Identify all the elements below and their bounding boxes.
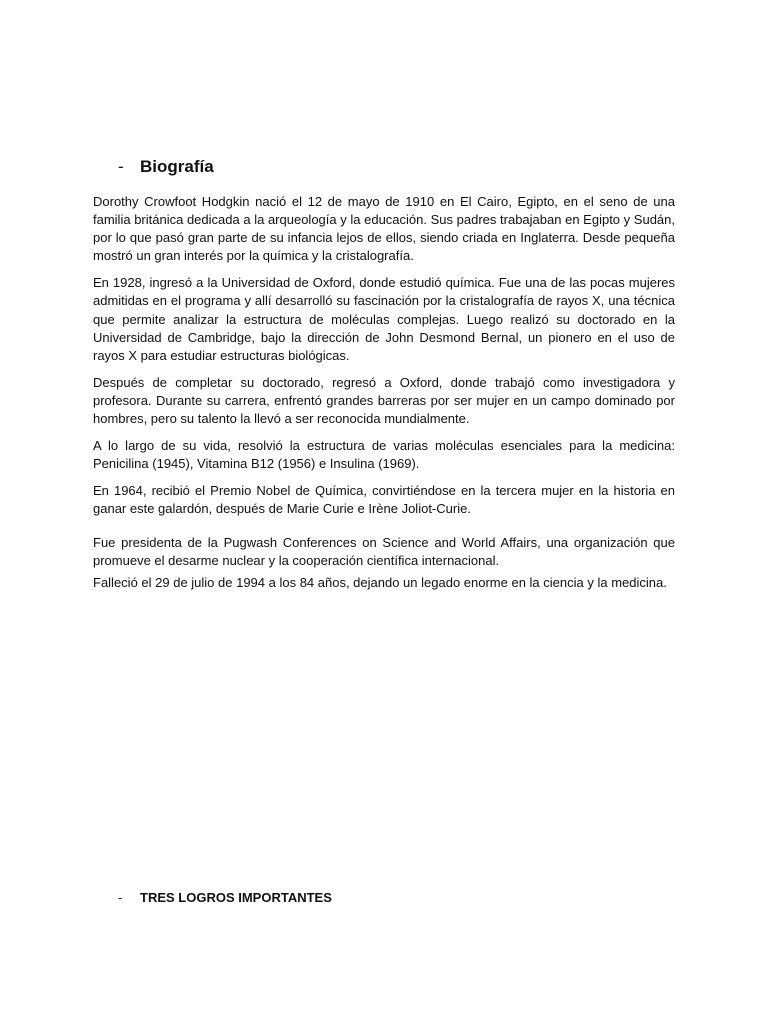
paragraph-molecules: A lo largo de su vida, resolvió la estructura de varias moléculas esenciales para la medicina: Penicilina (1945), Vitamina B12 (1956) e Insulina (1969). <box>93 438 675 472</box>
paragraph-education: En 1928, ingresó a la Universidad de Oxford, donde estudió química. Fue una de las pocas mujeres admitidas en el programa y allí desarrolló su fascinación por la cristalografía de rayos X, una técnica que permite analizar la estructura de moléculas complejas. Luego realizó su doctorado en la Universidad de Cambridge, bajo la dirección de John Desmond Bernal, un pionero en el uso de rayos X para estudiar estructuras biológicas. <box>93 275 675 363</box>
biography-title: Biografía <box>140 157 214 176</box>
biography-heading <box>118 157 214 177</box>
heading-bullet: - <box>118 157 124 176</box>
paragraph-pugwash: Fue presidenta de la Pugwash Conferences on Science and World Affairs, una organización que promueve el desarme nuclear y la cooperación científica internacional. <box>93 534 675 568</box>
paragraph-death: Falleció el 29 de julio de 1994 a los 84 años, dejando un legado enorme en la ciencia y la medicina. <box>93 574 667 590</box>
paragraph-career: Después de completar su doctorado, regresó a Oxford, donde trabajó como investigadora y profesora. Durante su carrera, enfrentó grandes barreras por ser mujer en un campo dominado por hombres, pero su talento la llevó a ser reconocida mundialmente. <box>93 374 675 427</box>
achievements-heading <box>118 890 332 905</box>
paragraph-nobel: En 1964, recibió el Premio Nobel de Química, convirtiéndose en la tercera mujer en la historia en ganar este galardón, después de Marie Curie e Irène Joliot-Curie. <box>93 483 675 517</box>
biography-body <box>93 193 675 601</box>
achievements-title: TRES LOGROS IMPORTANTES <box>140 890 332 905</box>
paragraph-birth: Dorothy Crowfoot Hodgkin nació el 12 de mayo de 1910 en El Cairo, Egipto, en el seno de una familia británica dedicada a la arqueología y la educación. Sus padres trabajaban en Egipto y Sudán, por lo que pasó gran parte de su infancia lejos de ellos, siendo criada en Inglaterra. Desde pequeña mostró un gran interés por la química y la cristalografía. <box>93 194 675 264</box>
heading-bullet: - <box>118 890 123 905</box>
